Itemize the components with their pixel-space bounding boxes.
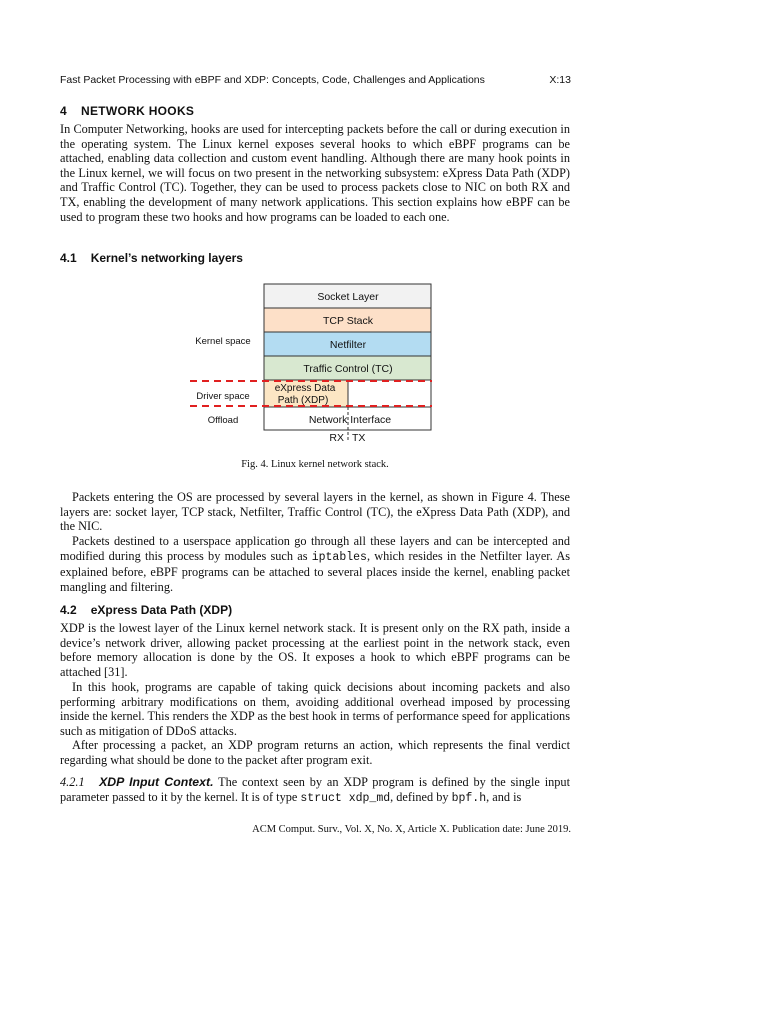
socket-layer-label: Socket Layer	[317, 291, 379, 303]
paragraph-xdp-intro: XDP is the lowest layer of the Linux kernel network stack. It is present only on the RX path, inside a device’s network driver, allowing packet processing at the earliest point in the network stack, even before memory allocation is done by the OS. It exposes a hook to which eBPF programs can be attached [31].	[60, 621, 570, 679]
paragraph-intercept-text-b: , which resides in the Netfilter layer. As explained before, eBPF programs can be attached to several places inside the kernel, enabling packet mangling and filtering.	[60, 548, 570, 594]
context-text-b: , defined by	[390, 789, 452, 804]
driver-space-right-box	[348, 380, 431, 407]
tcp-stack-label: TCP Stack	[323, 315, 373, 327]
paragraph-xdp-action: After processing a packet, an XDP program returns an action, which represents the final verdict regarding what should be done to the packet after program exit.	[60, 738, 570, 767]
page-number: X:13	[549, 74, 571, 86]
subsection-title: eXpress Data Path (XDP)	[90, 603, 233, 617]
traffic-control-label: Traffic Control (TC)	[303, 363, 393, 375]
tx-label: TX	[352, 432, 366, 444]
offload-label: Offload	[207, 415, 239, 426]
kernel-space-label: Kernel space	[195, 336, 251, 347]
subsection-heading-4-2	[60, 603, 232, 617]
context-text-c: , and is	[486, 789, 522, 804]
context-text-a: The context seen by an XDP program is defined by the single input parameter passed to it by the kernel. It is of type	[60, 775, 570, 804]
iptables-code: iptables	[311, 550, 367, 564]
subsubsection-heading	[60, 775, 214, 789]
figure-caption: Fig. 4. Linux kernel network stack.	[241, 459, 389, 470]
section-title: NETWORK HOOKS	[80, 104, 195, 118]
subsection-number: 4.1	[60, 251, 77, 265]
xdp-label-line2: Path (XDP)	[277, 395, 329, 406]
bpf-h-code: bpf.h	[451, 791, 487, 805]
intro-paragraph: In Computer Networking, hooks are used for intercepting packets before the call or during execution in the operating system. The Linux kernel exposes several hooks to which eBPF programs can be attached, enabling data collection and custom event handling. Although there are many hook points in the Linux kernel, we will focus on two present in the networking subsystem: eXpress Data Path (XDP) and Traffic Control (TC). Together, they can be used to process packets close to NIC on both RX and TX, enabling the development of many network applications. This section explains how eBPF can be used to program these two hooks and how programs can be loaded to each one.	[60, 122, 570, 224]
page-footer: ACM Comput. Surv., Vol. X, No. X, Article X. Publication date: June 2019.	[252, 824, 571, 835]
struct-xdp-md-code: struct xdp_md	[300, 791, 391, 805]
paragraph-intercept-text-a: Packets destined to a userspace application go through all these layers and can be intercepted and modified during this process by modules such as	[60, 534, 570, 563]
network-interface-label: Network Interface	[308, 414, 392, 426]
network-stack-figure	[0, 0, 768, 460]
netfilter-label: Netfilter	[329, 339, 367, 351]
paragraph-intercept	[60, 534, 570, 594]
section-number: 4	[60, 104, 67, 118]
subsubsection-number: 4.2.1	[60, 775, 85, 789]
xdp-label-line1: eXpress Data	[274, 383, 336, 394]
paragraph-layers: Packets entering the OS are processed by several layers in the kernel, as shown in Figure 4. These layers are: socket layer, TCP stack, Netfilter, Traffic Control (TC), the eXpress Data Path (XDP), and the NIC.	[60, 490, 570, 534]
paragraph-xdp-context	[60, 775, 570, 806]
driver-space-label: Driver space	[196, 391, 250, 402]
subsubsection-title: XDP Input Context.	[99, 775, 214, 789]
subsection-number: 4.2	[60, 603, 77, 617]
subsection-title: Kernel’s networking layers	[90, 251, 243, 265]
running-header-title: Fast Packet Processing with eBPF and XDP: Concepts, Code, Challenges and Applications	[60, 74, 485, 86]
rx-label: RX	[329, 432, 344, 444]
paragraph-xdp-decisions: In this hook, programs are capable of taking quick decisions about incoming packets and also performing arbitrary modifications on them, avoiding additional overhead imposed by processing inside the kernel. This renders the XDP as the best hook in terms of performance speed for applications such as mitigation of DDoS attacks.	[60, 680, 570, 738]
